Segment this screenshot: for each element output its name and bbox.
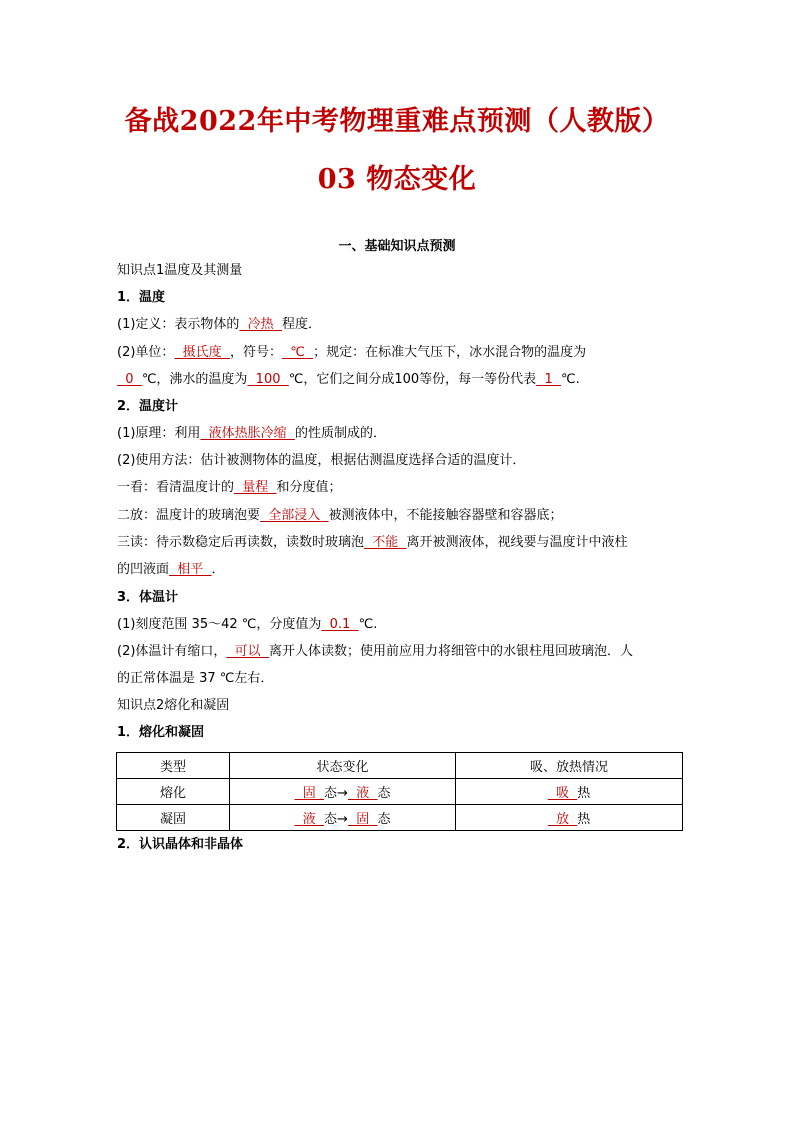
text: (1)原理：利用 (117, 426, 201, 441)
text: ；规定：在标准大气压下，冰水混合物的温度为 (313, 345, 587, 360)
principle-line (117, 425, 386, 443)
text: 态→ (324, 812, 348, 827)
answer-blank: 可以 (226, 644, 269, 659)
text: (1)刻度范围 35～42 ℃，分度值为 (117, 617, 322, 632)
answer-blank: 冷热 (239, 317, 282, 332)
melting-table (116, 752, 683, 831)
table-header: 状态变化 (230, 753, 456, 779)
knowledge-point-2: 知识点2熔化和凝固 (117, 698, 230, 713)
text: 的性质制成的． (294, 426, 386, 441)
table-cell-change (230, 779, 456, 805)
answer-blank: 1 (536, 372, 561, 387)
answer-blank: 0 (117, 372, 142, 387)
neck-line (117, 643, 633, 661)
heading-body-thermometer: 3．体温计 (117, 590, 179, 605)
table-cell-change (230, 805, 456, 831)
text: ℃. (561, 372, 580, 387)
text: ℃. (358, 617, 378, 632)
text: ． (211, 562, 225, 577)
answer-blank: 100 (247, 372, 289, 387)
table-cell-type: 凝固 (117, 805, 230, 831)
look-line (117, 479, 342, 497)
heading-temperature: 1．温度 (117, 290, 166, 305)
document-subtitle: 03 物态变化 (317, 164, 477, 195)
text: 态 (377, 812, 391, 827)
text: ℃，沸水的温度为 (141, 372, 248, 387)
answer-blank: 摄氏度 (174, 345, 230, 360)
text: 程度． (281, 317, 321, 332)
knowledge-point-1: 知识点1温度及其测量 (117, 263, 243, 278)
answer-blank: 0.1 (321, 617, 359, 632)
neck-line-2: 的正常体温是 37 ℃左右． (117, 671, 274, 686)
unit-line (117, 344, 586, 362)
text: 态→ (324, 786, 348, 801)
answer-blank: 相平 (169, 562, 212, 577)
read-line-2 (117, 561, 225, 579)
text: 被测液体中，不能接触容器壁和容器底； (328, 508, 563, 523)
heading-thermometer: 2．温度计 (117, 399, 179, 414)
text: 热 (577, 786, 591, 801)
text: 的凹液面 (117, 562, 170, 577)
answer-blank: 液 (294, 812, 325, 827)
table-header: 类型 (117, 753, 230, 779)
answer-blank: 吸 (547, 786, 578, 801)
table-cell-type: 熔化 (117, 779, 230, 805)
section-heading: 一、基础知识点预测 (338, 239, 456, 254)
answer-blank: 固 (347, 812, 378, 827)
text: 二放：温度计的玻璃泡要 (117, 508, 261, 523)
text: 离开被测液体，视线要与温度计中液柱 (406, 535, 628, 550)
answer-blank: ℃ (281, 345, 314, 360)
range-line (117, 616, 377, 634)
answer-blank: 放 (547, 812, 578, 827)
table-header: 吸、放热情况 (456, 753, 683, 779)
unit-line-2 (117, 371, 580, 389)
answer-blank: 液体热胀冷缩 (200, 426, 295, 441)
definition-line (117, 316, 321, 334)
text: (1)定义：表示物体的 (117, 317, 240, 332)
document-title: 备战2022年中考物理重难点预测（人教版） (124, 106, 670, 137)
text: 态 (377, 786, 391, 801)
heading-melting: 1．熔化和凝固 (117, 725, 205, 740)
text: (2)体温计有缩口， (117, 644, 227, 659)
table-header-row (117, 753, 683, 779)
table-cell-heat (456, 779, 683, 805)
text: 离开人体读数；使用前应用力将细管中的水银柱甩回玻璃泡．人 (268, 644, 633, 659)
text: ℃，它们之间分成100等份，每一等份代表 (288, 372, 537, 387)
answer-blank: 全部浸入 (260, 508, 329, 523)
answer-blank: 固 (294, 786, 325, 801)
text: ，符号： (229, 345, 282, 360)
text: 热 (577, 812, 591, 827)
table-cell-heat (456, 805, 683, 831)
table-row (117, 779, 683, 805)
answer-blank: 不能 (364, 535, 407, 550)
read-line (117, 534, 628, 552)
place-line (117, 507, 563, 525)
answer-blank: 液 (347, 786, 378, 801)
text: 一看：看清温度计的 (117, 480, 235, 495)
answer-blank: 量程 (234, 480, 277, 495)
text: 和分度值； (276, 480, 342, 495)
text: (2)单位： (117, 345, 175, 360)
heading-crystal: 2．认识晶体和非晶体 (117, 837, 244, 852)
table-row (117, 805, 683, 831)
text: 三读：待示数稳定后再读数，读数时玻璃泡 (117, 535, 365, 550)
usage-line: (2)使用方法：估计被测物体的温度，根据估测温度选择合适的温度计． (117, 453, 526, 468)
